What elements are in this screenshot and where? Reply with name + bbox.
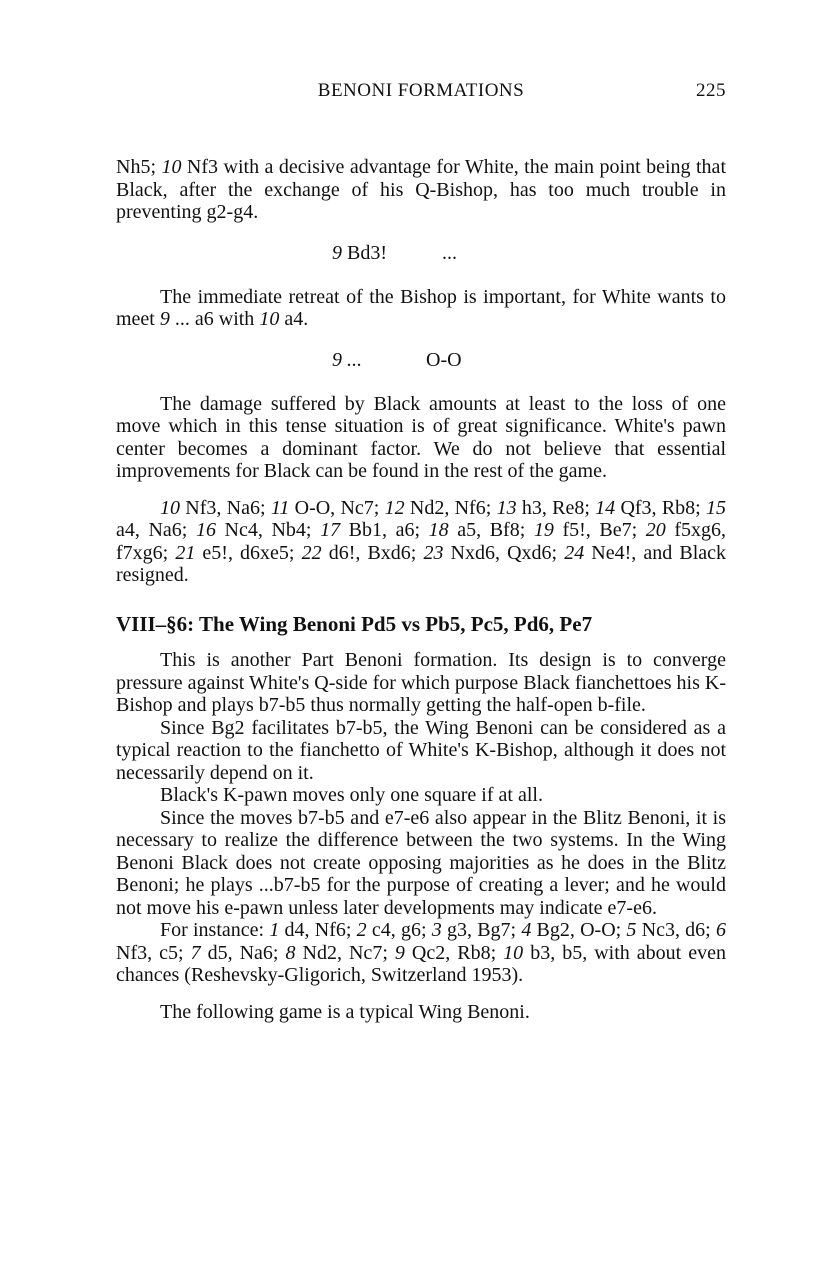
page-number: 225: [696, 80, 726, 101]
move-line-9: [116, 242, 726, 266]
move-number: 9: [159, 308, 170, 330]
move-number: 4: [521, 919, 532, 941]
page-body: [116, 156, 726, 1023]
move-number: 22: [301, 541, 322, 564]
move-9b-black: O-O: [426, 348, 462, 371]
paragraph-wing-benoni-intro: This is another Part Benoni formation. Its design is to converge pressure against White's Q-side for which purpose Black fianchettoes his K-Bishop and plays b7-b5 thus normally getting the half-open b-file.: [116, 649, 726, 716]
move-number: 10: [160, 496, 180, 519]
move-number: 9 ...: [332, 348, 362, 371]
move-number: 11: [270, 496, 290, 519]
move-number: 8: [285, 941, 296, 964]
paragraph-game-moves: 10 Nf3, Na6; 11 O-O, Nc7; 12 Nd2, Nf6; 13 h3, Re8; 14 Qf3, Rb8; 15 a4, Na6; 16 Nc4, Nb4; 17 Bb1, a6; 18 a5, Bf8; 19 f5!, Be7; 20 f5xg6, f7xg6; 21 e5!, d6xe5; 22 d6!, Bxd6; 23 Nxd6, Qxd6; 24 Ne4!, and Black resigned.: [116, 496, 727, 586]
paragraph-k-pawn: Black's K-pawn moves only one square if at all.: [160, 784, 543, 806]
move-number: 10: [503, 941, 524, 964]
paragraph-following-game: The following game is a typical Wing Benoni.: [160, 1000, 530, 1023]
move-number: 10: [161, 156, 182, 178]
move-number: 6: [715, 919, 726, 941]
move-number: 23: [423, 541, 444, 564]
move-number: 1: [269, 919, 280, 941]
move-number: 17: [320, 519, 341, 541]
move-number: 7: [190, 941, 201, 964]
move-number: 18: [428, 519, 449, 541]
paragraph-bg2: Since Bg2 facilitates b7-b5, the Wing Benoni can be considered as a typical reaction to the fianchetto of White's K-Bishop, although it does not necessarily depend on it.: [116, 716, 726, 784]
move-number: 9: [332, 241, 342, 264]
move-number: 19: [533, 519, 554, 541]
paragraph-blitz-comparison: Since the moves b7-b5 and e7-e6 also appear in the Blitz Benoni, it is necessary to realize the difference between the two systems. In the Wing Benoni Black does not create opposing majorities as he does in the Blitz Benoni; he plays ...b7-b5 for the purpose of creating a lever; and he would not move his e-pawn unless later developments may indicate e7-e6.: [116, 806, 726, 919]
move-9b-number: [332, 349, 362, 372]
move-line-9-black: [116, 349, 726, 373]
paragraph-damage: The damage suffered by Black amounts at least to the loss of one move which in this tense situation is of great significance. White's pawn center becomes a dominant factor. We do not believe that essential improvements for Black can be found in the rest of the game.: [116, 392, 726, 482]
move-9-white: [332, 242, 387, 265]
move-text: Bd3!: [347, 241, 387, 264]
move-number: 2: [356, 919, 367, 941]
move-number: 14: [595, 496, 616, 519]
move-number: 24: [564, 541, 585, 564]
move-number: 5: [626, 919, 637, 941]
running-head: [116, 80, 726, 108]
move-number: 15: [706, 496, 727, 519]
move-number: 10: [259, 308, 280, 330]
paragraph-for-instance: For instance: 1 d4, Nf6; 2 c4, g6; 3 g3, Bg7; 4 Bg2, O-O; 5 Nc3, d6; 6 Nf3, c5; 7 d5, Na6; 8 Nd2, Nc7; 9 Qc2, Rb8; 10 b3, b5, with about even chances (Reshevsky-Gligorich, Switzerland 1953).: [116, 919, 726, 986]
move-number: 12: [384, 496, 405, 519]
move-number: 20: [645, 519, 666, 541]
move-number: 9: [394, 941, 405, 964]
move-9-black: ...: [442, 241, 457, 264]
running-head-title: BENONI FORMATIONS: [317, 80, 525, 101]
move-number: 16: [195, 519, 216, 541]
move-number: 3: [431, 919, 442, 941]
move-number: 21: [175, 541, 196, 564]
paragraph-bishop-retreat: The immediate retreat of the Bishop is important, for White wants to meet 9 ... a6 with 10 a4.: [116, 285, 726, 330]
move-number: 13: [496, 496, 517, 519]
section-heading: VIII–§6: The Wing Benoni Pd5 vs Pb5, Pc5, Pd6, Pe7: [116, 611, 593, 636]
paragraph-continuation: Nh5; 10 Nf3 with a decisive advantage for White, the main point being that Black, after the exchange of his Q-Bishop, has too much trouble in preventing g2-g4.: [116, 156, 726, 223]
